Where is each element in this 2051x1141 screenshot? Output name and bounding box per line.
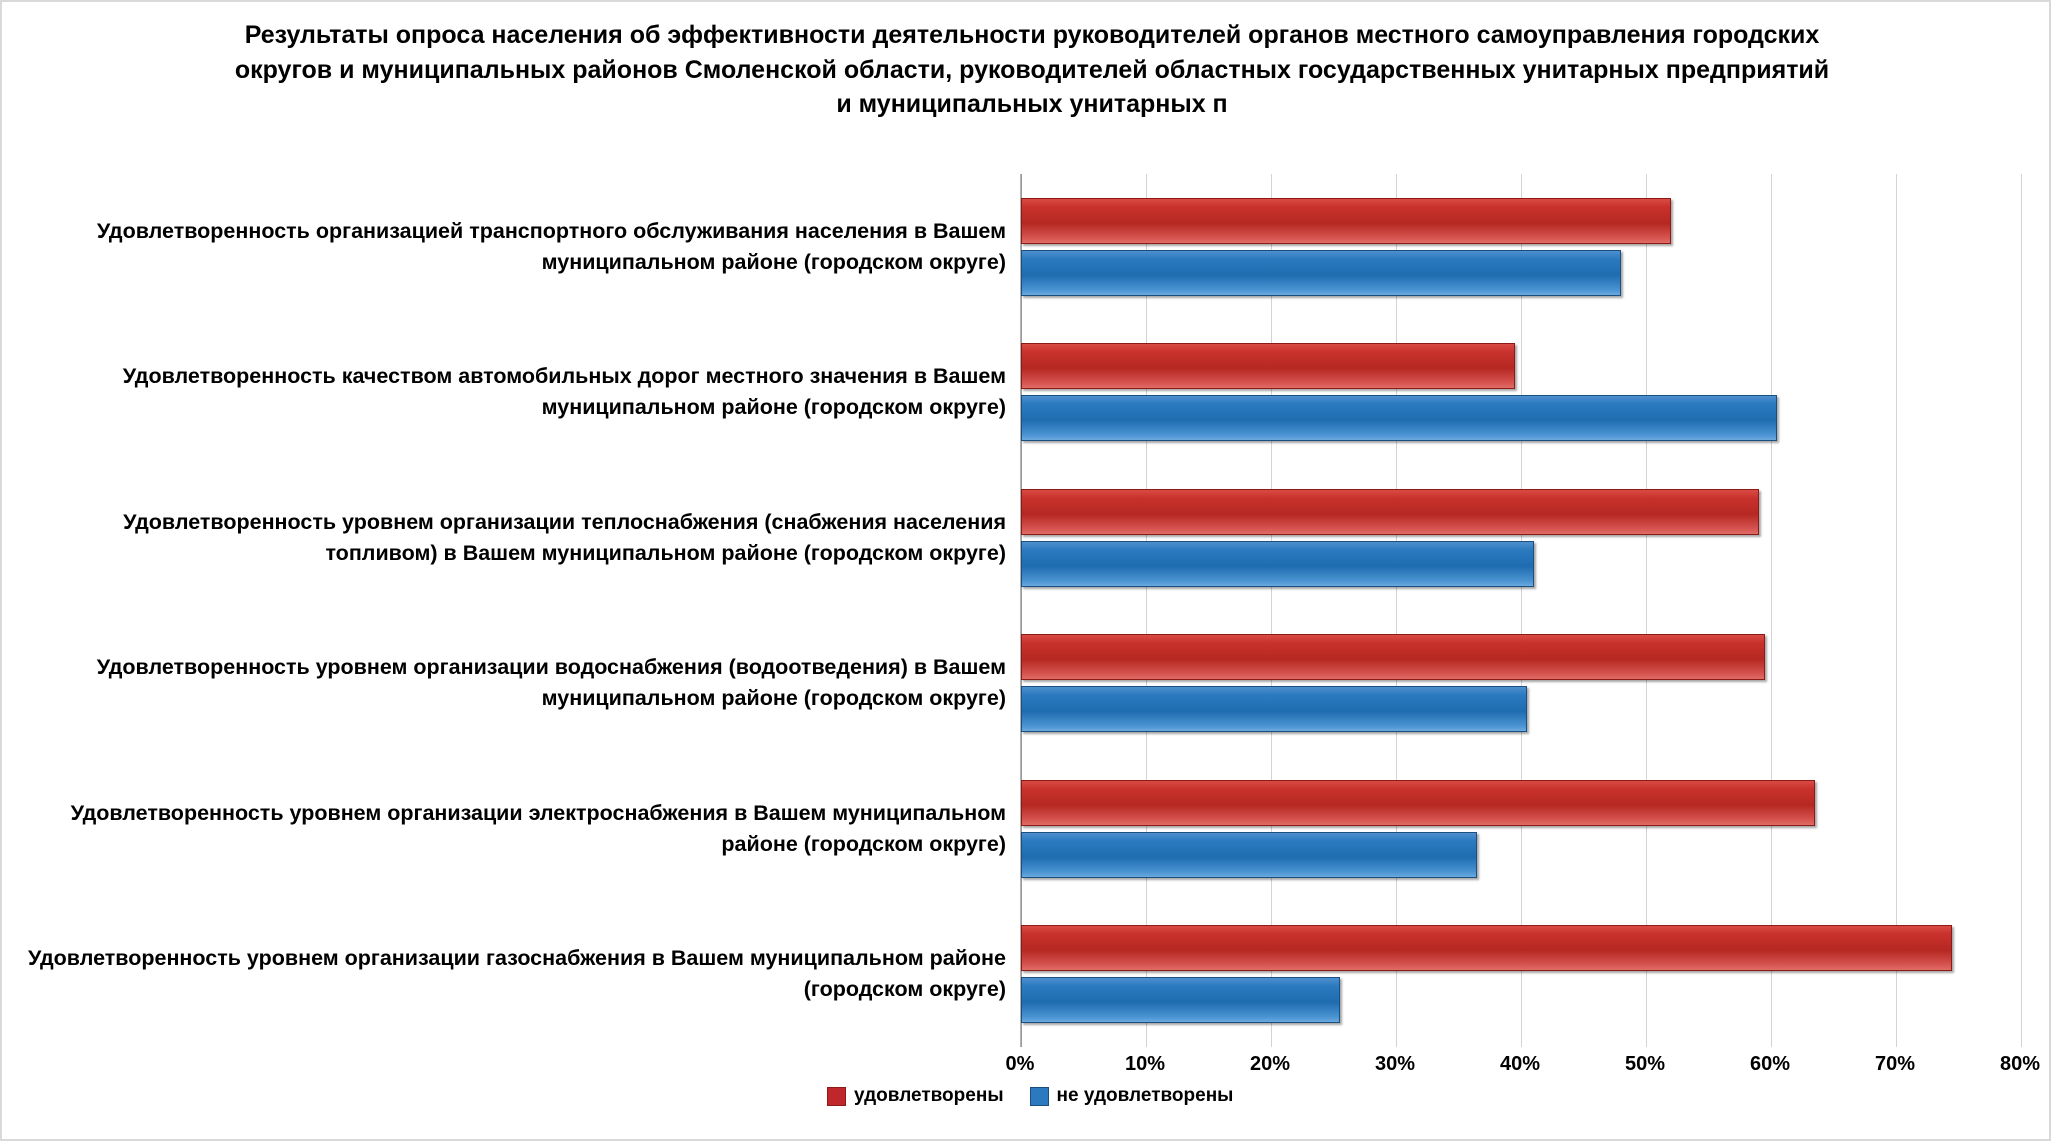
x-axis-tick-label: 40%	[1499, 1053, 1541, 1075]
bar-unsatisfied	[1021, 395, 1777, 441]
category-label: Удовлетворенность уровнем организации водоснабжения (водоотведения) в Вашем муниципальном районе (городском округе)	[96, 655, 1006, 711]
bar-satisfied	[1021, 634, 1765, 680]
legend-swatch-satisfied	[827, 1087, 846, 1106]
legend-label-unsatisfied: не удовлетворены	[1056, 1085, 1234, 1106]
category-label: Удовлетворенность организацией транспортного обслуживания населения в Вашем муниципальном районе (городском округе)	[96, 218, 1006, 274]
bar-satisfied	[1021, 780, 1815, 826]
legend-item-unsatisfied	[1030, 1085, 1234, 1107]
gridline	[2021, 174, 2022, 1047]
legend-label-satisfied: удовлетворены	[854, 1085, 1004, 1106]
category-label: Удовлетворенность качеством автомобильных дорог местного значения в Вашем муниципальном районе (городском округе)	[122, 364, 1006, 420]
x-axis-tick-label: 50%	[1624, 1053, 1666, 1075]
bar-unsatisfied	[1021, 977, 1340, 1023]
bar-satisfied	[1021, 198, 1671, 244]
x-axis-tick-label: 70%	[1874, 1053, 1916, 1075]
x-axis-tick-label: 0%	[1005, 1053, 1035, 1075]
x-axis-tick-label: 80%	[1999, 1053, 2041, 1075]
bar-group	[1021, 320, 2020, 466]
bar-satisfied	[1021, 489, 1759, 535]
bar-unsatisfied	[1021, 686, 1527, 732]
bar-satisfied	[1021, 925, 1952, 971]
x-axis-tick-label: 60%	[1749, 1053, 1791, 1075]
x-axis-tick-label: 30%	[1374, 1053, 1416, 1075]
legend-item-satisfied	[827, 1085, 1004, 1107]
bar-group	[1021, 174, 2020, 320]
bar-group	[1021, 611, 2020, 757]
x-axis-tick-label: 20%	[1249, 1053, 1291, 1075]
legend-swatch-unsatisfied	[1030, 1087, 1049, 1106]
category-label: Удовлетворенность уровнем организации электроснабжения в Вашем муниципальном районе (городском округе)	[70, 800, 1006, 856]
bar-group	[1021, 756, 2020, 902]
bar-group	[1021, 465, 2020, 611]
bar-satisfied	[1021, 343, 1515, 389]
x-axis-tick-label: 10%	[1124, 1053, 1166, 1075]
plot-area	[1020, 174, 2020, 1047]
category-label: Удовлетворенность уровнем организации газоснабжения в Вашем муниципальном районе (городском округе)	[27, 946, 1006, 1002]
chart-legend	[827, 1085, 1233, 1107]
chart-title: Результаты опроса населения об эффективности деятельности руководителей органов местного самоуправления городских округов и муниципальных районов Смоленской области, руководителей областных государственных унитарных предприятий и муниципальных унитарных п	[234, 21, 1830, 118]
bar-unsatisfied	[1021, 832, 1477, 878]
x-axis	[1005, 1047, 2041, 1077]
bar-unsatisfied	[1021, 250, 1621, 296]
bar-group	[1021, 902, 2020, 1048]
category-label: Удовлетворенность уровнем организации теплоснабжения (снабжения населения топливом) в Вашем муниципальном районе (городском округе)	[123, 509, 1006, 565]
bar-unsatisfied	[1021, 541, 1534, 587]
